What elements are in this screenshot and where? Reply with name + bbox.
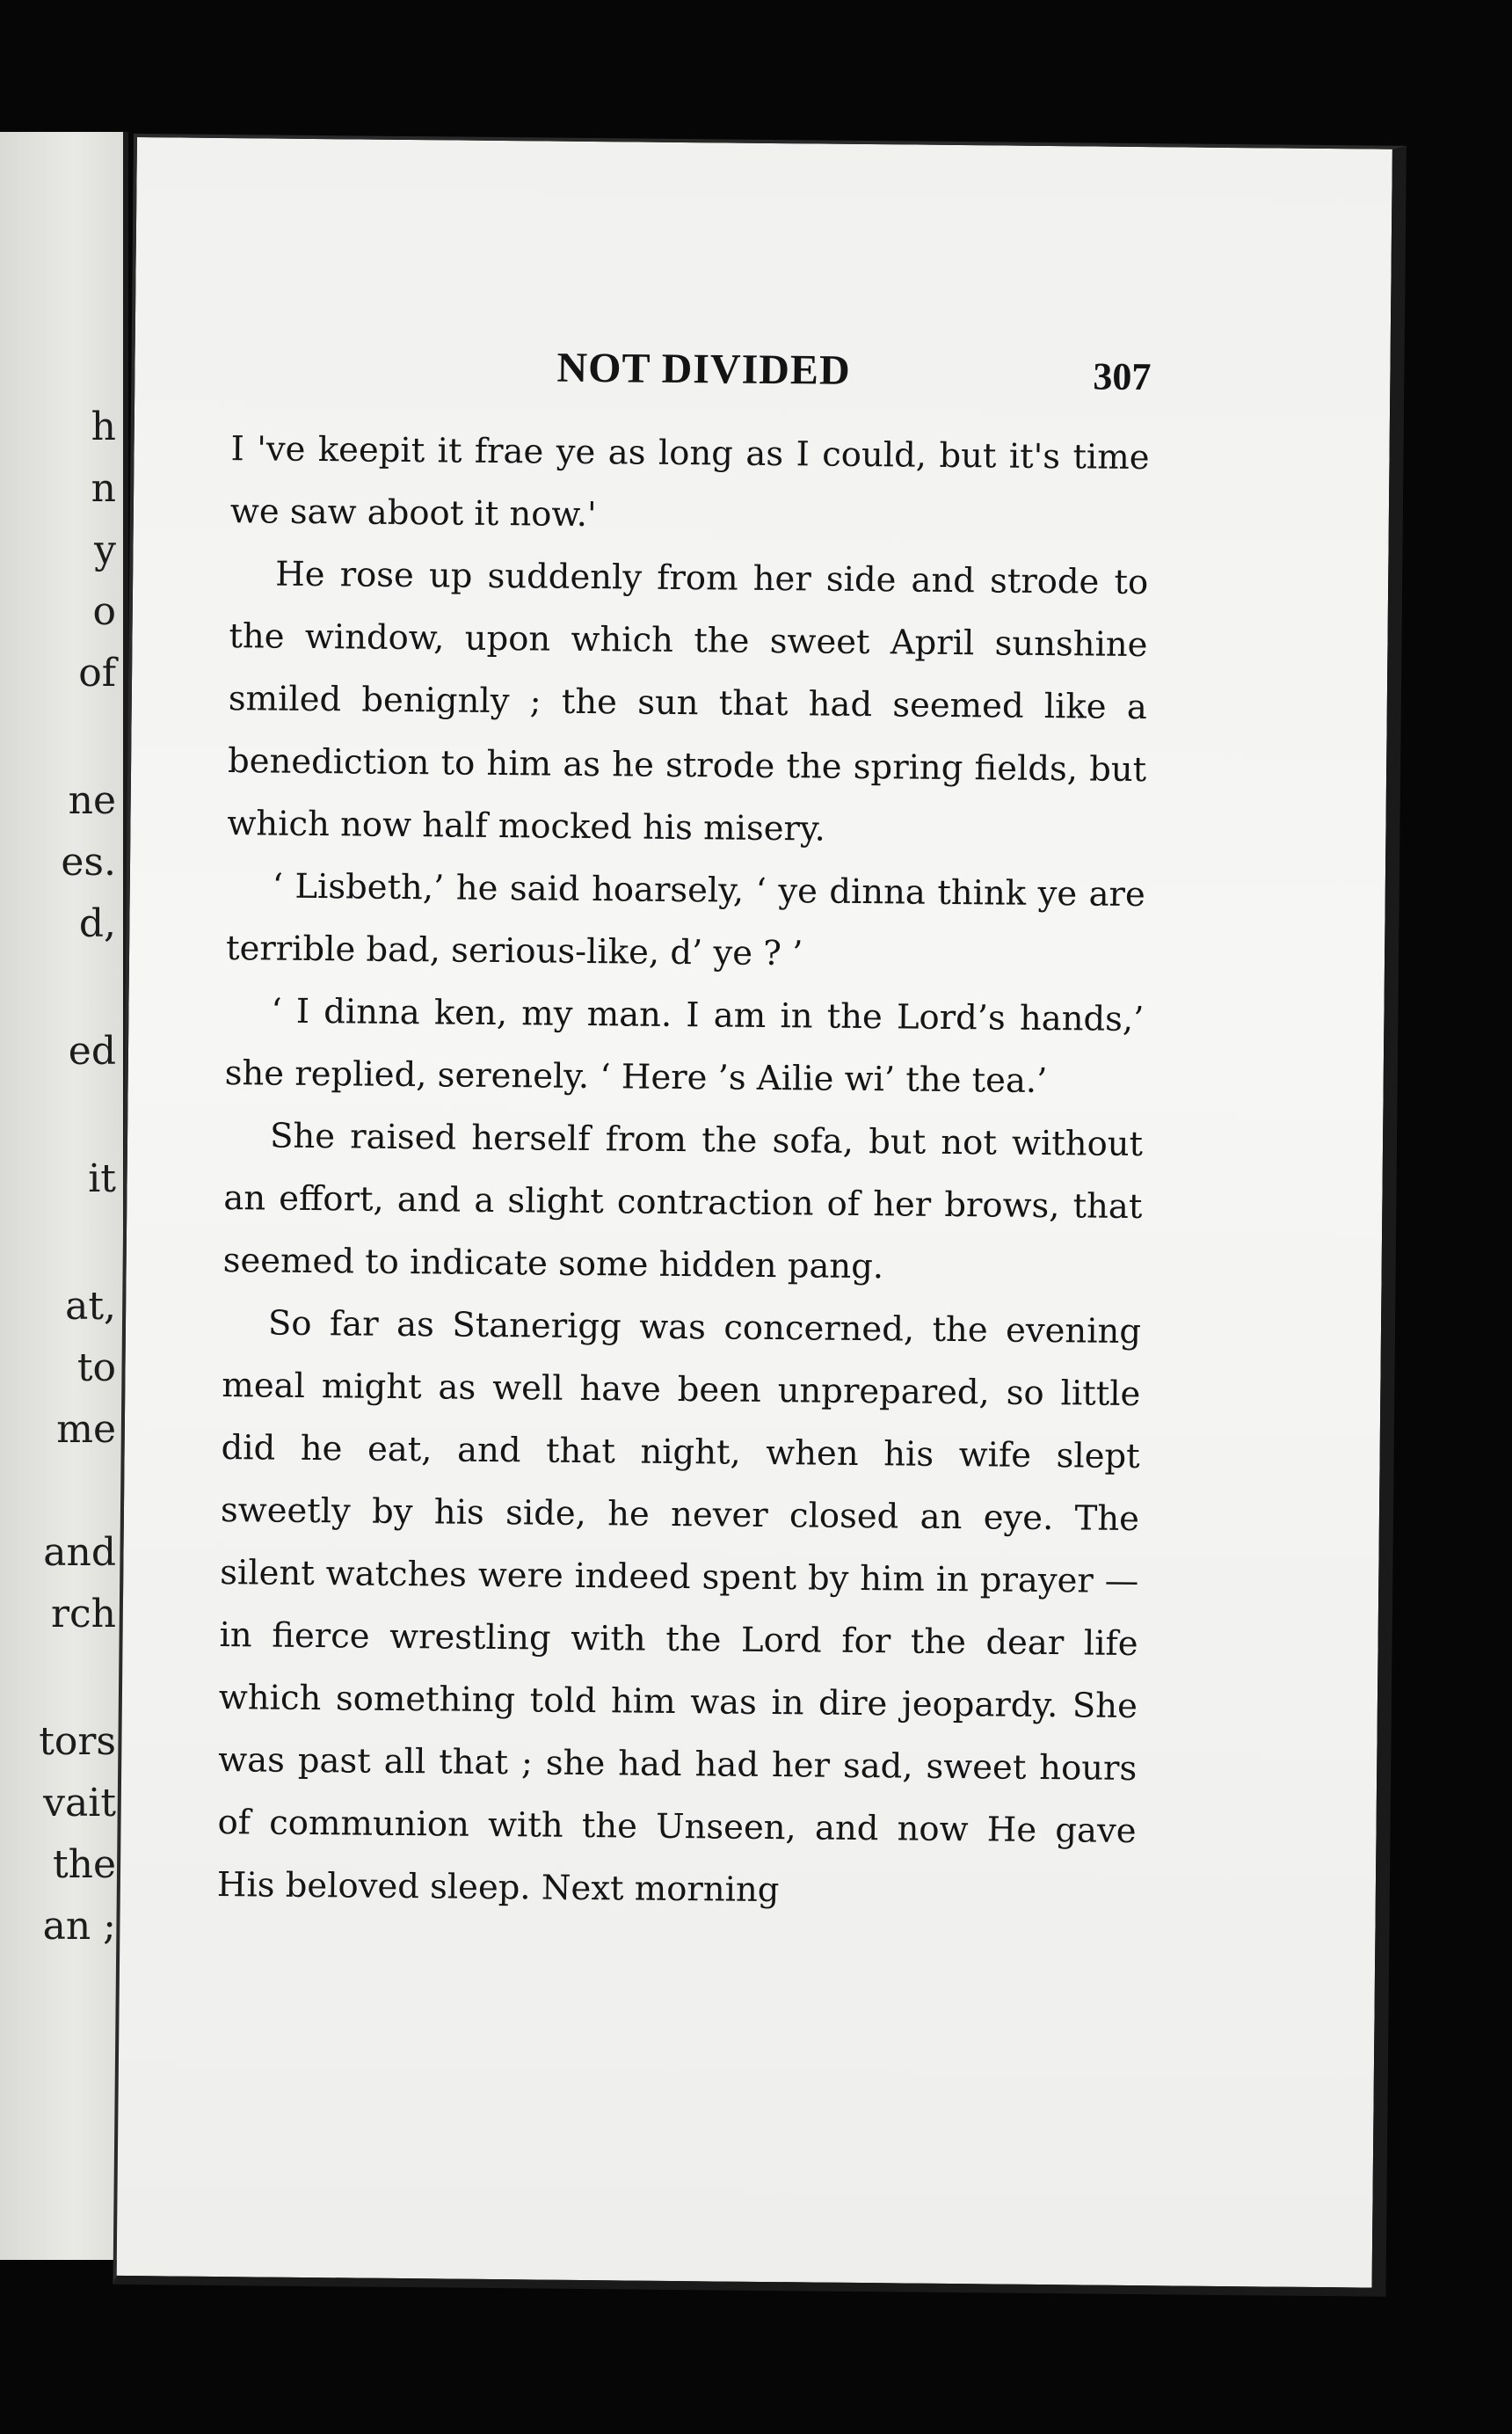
paragraph: ‘ Lisbeth,’ he said hoarsely, ‘ ye dinna think ye are terrible bad, serious-like, d’ ye ? ’ [225, 866, 1145, 974]
previous-page-fragment: h [91, 404, 116, 449]
previous-page-fragment: o [92, 589, 116, 634]
previous-page-fragment: of [78, 651, 116, 696]
previous-page-text [0, 132, 123, 2260]
paragraph: She raised herself from the sofa, but not without an effort, and a slight contraction of her brows, that seemed to indicate some hidden pang. [222, 1116, 1144, 1287]
previous-page-fragment: tors [39, 1719, 116, 1764]
page-body [217, 418, 1150, 1925]
previous-page-fragment: an ; [42, 1904, 116, 1949]
book-page [113, 134, 1407, 2297]
previous-page-fragment: ed [68, 1029, 116, 1074]
paragraph: So far as Stanerigg was concerned, the evening meal might as well have been unprepared, so little did he eat, and that night, when his wife slept sweetly by his side, he never closed an eye. The silent watches were indeed spent by him in prayer —in fierce wrestling with the Lord for the dear life which something told him was in dire jeopardy. She was past all that ; she had had her sad, sweet hours of communion with the Unseen, and now He gave His beloved sleep. Next morning [216, 1303, 1142, 1911]
previous-page-fragment: y [94, 528, 116, 572]
previous-page-fragment: it [88, 1156, 116, 1201]
previous-page-fragment: es. [61, 840, 116, 885]
previous-page-fragment: at, [65, 1284, 116, 1329]
previous-page-fragment: and [43, 1530, 116, 1575]
previous-page-fragment: the [52, 1842, 116, 1887]
previous-page-fragment: ne [68, 778, 116, 823]
previous-page-fragment: d, [78, 901, 116, 946]
page-header [134, 339, 1391, 404]
previous-page-fragment: to [76, 1345, 116, 1390]
paragraph: I 've keepit it frae ye as long as I could, but it's time we saw aboot it now.' [229, 429, 1150, 536]
previous-page-fragment: vait [43, 1781, 116, 1826]
previous-page-fragment: rch [50, 1592, 116, 1636]
running-head: NOT DIVIDED [556, 344, 851, 394]
paragraph: ‘ I dinna ken, my man. I am in the Lord’s hands,’ she replied, serenely. ‘ Here ’s Ailie wi’ the tea.’ [224, 991, 1145, 1102]
previous-page-fragment: me [56, 1407, 116, 1452]
paragraph: He rose up suddenly from her side and strode to the window, upon which the sweet April sunshine smiled benignly ; the sun that had seemed like a benediction to him as he strode the spring fields, but which now half mocked his misery. [227, 554, 1149, 849]
page-number: 307 [1093, 354, 1152, 399]
previous-page-fragment: n [91, 466, 116, 511]
previous-page-edge [0, 132, 128, 2260]
